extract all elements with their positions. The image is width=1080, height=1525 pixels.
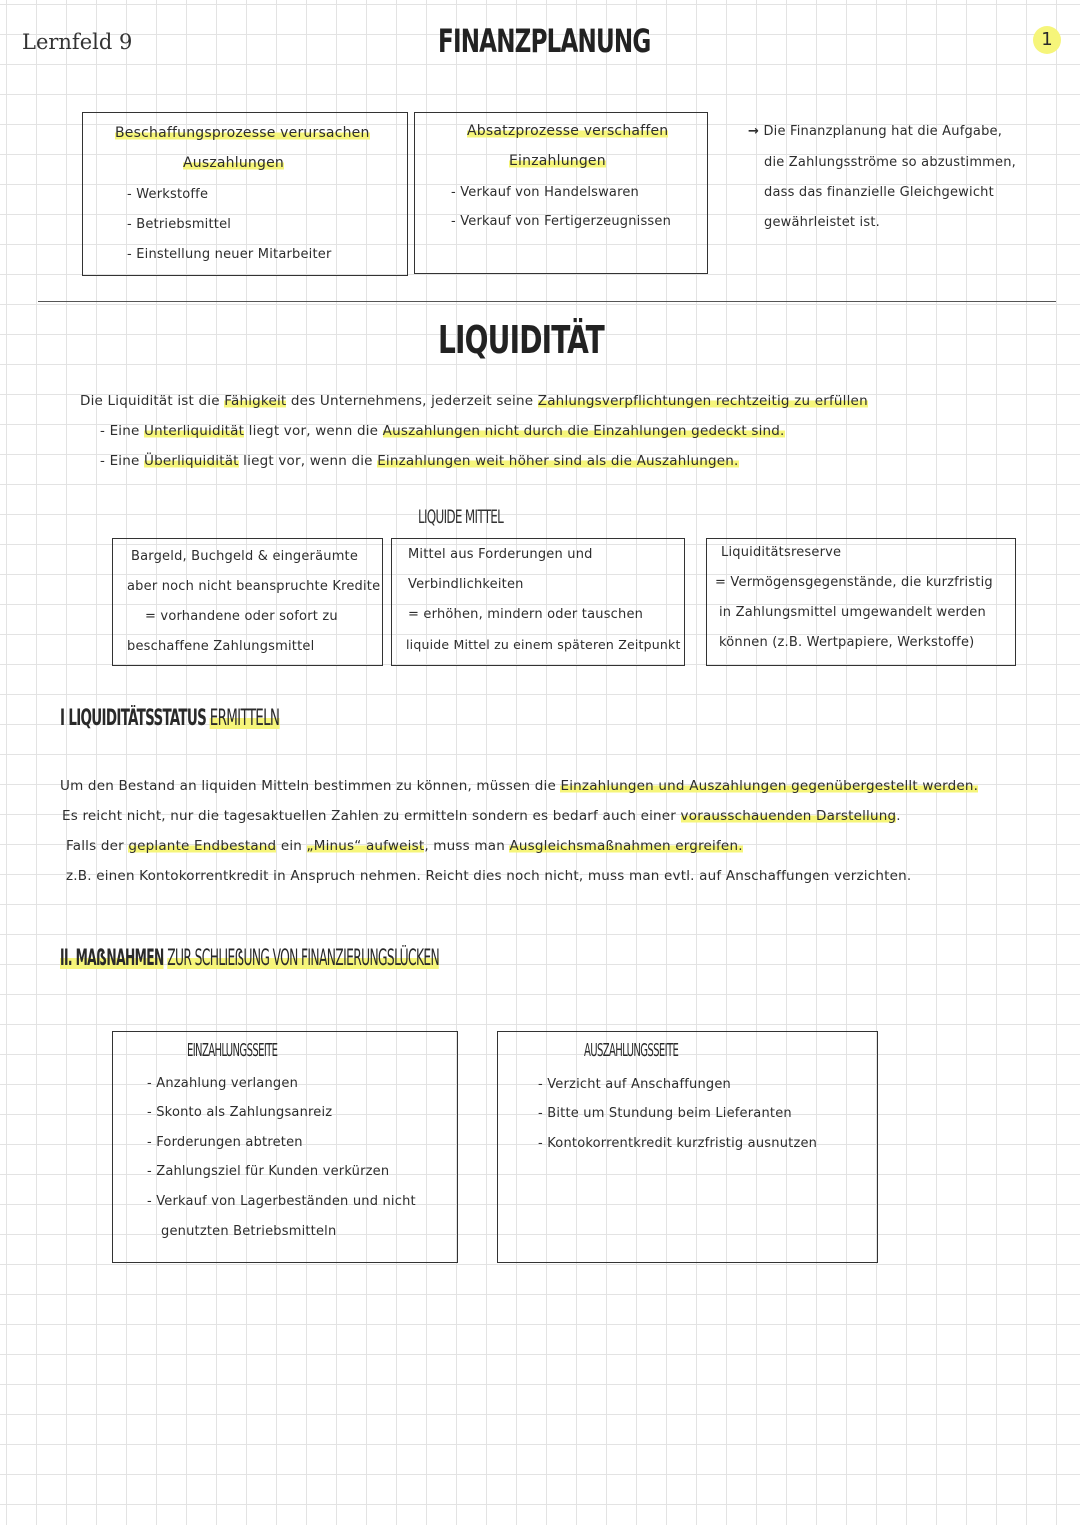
beschaffung-item: - Werkstoffe <box>127 187 209 202</box>
section-1-heading: I LIQUIDITÄTSSTATUS ERMITTELN <box>60 706 280 731</box>
box-line: Verbindlichkeiten <box>408 577 524 592</box>
auszahlungsseite-box <box>497 1031 878 1263</box>
ueberliquiditaet-line: - Eine Überliquidität liegt vor, wenn die Einzahlungen weit höher sind als die Auszahlungen. <box>100 453 739 469</box>
liquide-box-forderungen <box>391 538 685 666</box>
einzahlungsseite-box <box>112 1031 458 1263</box>
absatz-title-1: Absatzprozesse verschaffen <box>467 123 669 139</box>
note-line: die Zahlungsströme so abzustimmen, <box>764 155 1017 170</box>
subject-label: Lernfeld 9 <box>22 30 133 54</box>
auszahlung-item: - Bitte um Stundung beim Lieferanten <box>538 1106 792 1121</box>
section-1-text: Es reicht nicht, nur die tagesaktuellen Zahlen zu ermitteln sondern es bedarf auch einer vorausschauenden Darstellung. <box>62 808 901 824</box>
box-line: beschaffene Zahlungsmittel <box>127 639 315 654</box>
box-line: Bargeld, Buchgeld & eingeräumte <box>131 549 359 564</box>
beschaffung-title-2: Auszahlungen <box>183 155 284 171</box>
page-number: 1 <box>1041 29 1053 50</box>
page-title: FINANZPLANUNG <box>438 22 651 60</box>
auszahlungsseite-title: AUSZAHLUNGSSEITE <box>584 1040 679 1061</box>
box-line: = Vermögensgegenstände, die kurzfristig <box>715 575 993 590</box>
einzahlung-item: - Verkauf von Lagerbeständen und nicht <box>147 1194 416 1209</box>
absatz-title-2: Einzahlungen <box>509 153 606 169</box>
absatz-item: - Verkauf von Fertigerzeugnissen <box>451 214 672 229</box>
liquide-box-bargeld <box>112 538 383 666</box>
section-divider <box>38 301 1056 302</box>
auszahlung-item: - Kontokorrentkredit kurzfristig ausnutzen <box>538 1136 818 1151</box>
einzahlung-item: - Skonto als Zahlungsanreiz <box>147 1105 333 1120</box>
page-number-badge <box>1033 26 1061 54</box>
box-line: = vorhandene oder sofort zu <box>145 609 338 624</box>
box-line: Liquiditätsreserve <box>721 545 842 560</box>
beschaffung-item: - Betriebsmittel <box>127 217 232 232</box>
section-1-text: Um den Bestand an liquiden Mitteln bestimmen zu können, müssen die Einzahlungen und Auszahlungen gegenübergestellt werden. <box>60 778 979 794</box>
einzahlung-item: - Anzahlung verlangen <box>147 1076 299 1091</box>
einzahlung-item: - Forderungen abtreten <box>147 1135 303 1150</box>
unterliquiditaet-line: - Eine Unterliquidität liegt vor, wenn die Auszahlungen nicht durch die Einzahlungen gedeckt sind. <box>100 423 785 439</box>
liquiditaet-definition: Die Liquidität ist die Fähigkeit des Unternehmens, jederzeit seine Zahlungsverpflichtungen rechtzeitig zu erfüllen <box>80 393 868 409</box>
liquiditaet-title: LIQUIDITÄT <box>438 318 604 362</box>
einzahlungsseite-title: EINZAHLUNGSSEITE <box>187 1040 278 1061</box>
note-line: Die Finanzplanung hat die Aufgabe, <box>763 124 1003 139</box>
liquide-box-reserve <box>706 538 1016 666</box>
arrow-icon: → <box>748 124 760 139</box>
section-1-text: z.B. einen Kontokorrentkredit in Anspruch nehmen. Reicht dies noch nicht, muss man evtl. auf Anschaffungen verzichten. <box>66 868 912 884</box>
beschaffung-title-1: Beschaffungsprozesse verursachen <box>115 125 370 141</box>
box-line: in Zahlungsmittel umgewandelt werden <box>719 605 986 620</box>
note-line: dass das finanzielle Gleichgewicht <box>764 185 994 200</box>
box-line: = erhöhen, mindern oder tauschen <box>408 607 644 622</box>
section-2-heading: II. MAẞNAHMEN ZUR SCHLIEẞUNG VON FINANZIERUNGSLÜCKEN <box>60 946 440 971</box>
box-line: können (z.B. Wertpapiere, Werkstoffe) <box>719 635 975 650</box>
box-line: Mittel aus Forderungen und <box>408 547 593 562</box>
beschaffung-box <box>82 112 408 276</box>
box-line: liquide Mittel zu einem späteren Zeitpunkt <box>406 637 681 652</box>
einzahlung-item: - Zahlungsziel für Kunden verkürzen <box>147 1164 390 1179</box>
einzahlung-item: genutzten Betriebsmitteln <box>161 1224 337 1239</box>
section-1-text: Falls der geplante Endbestand ein „Minus“ aufweist, muss man Ausgleichsmaßnahmen ergreifen. <box>66 838 743 854</box>
absatz-box <box>414 112 708 274</box>
note-line: gewährleistet ist. <box>764 215 880 230</box>
absatz-item: - Verkauf von Handelswaren <box>451 185 639 200</box>
beschaffung-item: - Einstellung neuer Mitarbeiter <box>127 247 332 262</box>
liquide-mittel-label: LIQUIDE MITTEL <box>418 506 504 528</box>
box-line: aber noch nicht beanspruchte Kredite <box>127 579 381 594</box>
auszahlung-item: - Verzicht auf Anschaffungen <box>538 1077 731 1092</box>
